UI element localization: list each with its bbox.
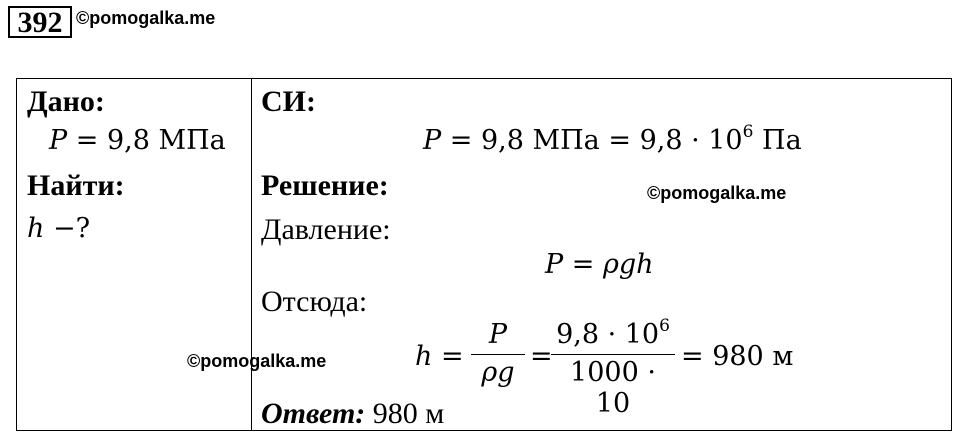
find-item <box>27 215 90 242</box>
watermark-bottom: ©pomogalka.me <box>187 351 327 371</box>
given-pressure <box>49 127 226 154</box>
answer-line <box>261 399 444 429</box>
fraction2-numerator: $9,8 \cdot 10^6$ <box>556 316 670 350</box>
solution-table <box>16 78 952 431</box>
column-divider <box>251 79 252 430</box>
answer-value: 980 м <box>365 397 445 430</box>
fraction1-numerator: P <box>488 319 508 350</box>
fraction1-denominator: ρg <box>471 354 525 388</box>
si-exponent: 6 <box>742 122 754 142</box>
result-value: = 980 м <box>681 341 794 372</box>
si-values: = 9,8 МПа = 9,8 · 10 <box>449 125 743 156</box>
si-conversion <box>423 122 802 156</box>
pressure-word: Давление: <box>261 213 391 246</box>
problem-number: 392 <box>8 6 72 38</box>
find-var: h <box>27 213 45 244</box>
watermark-middle: ©pomogalka.me <box>647 183 787 203</box>
answer-label: Ответ: <box>261 397 366 430</box>
si-var: P <box>423 125 442 156</box>
si-title: СИ: <box>261 85 316 118</box>
si-unit: Па <box>753 125 802 156</box>
solution-title: Решение: <box>261 169 389 202</box>
given-pressure-value: = 9,8 МПа <box>75 125 226 156</box>
given-pressure-var: P <box>49 125 68 156</box>
given-title: Дано: <box>27 85 105 118</box>
h-lhs: h = <box>415 341 464 372</box>
fraction-numeric <box>551 316 675 419</box>
fraction-p-over-rho-g <box>471 319 525 388</box>
pressure-formula: P = ρgh <box>545 249 654 280</box>
fraction2-denominator: 1000 · 10 <box>551 354 675 419</box>
watermark-header: ©pomogalka.me <box>76 8 216 28</box>
hence-word: Отсюда: <box>261 285 368 318</box>
equals-sign: = <box>530 341 553 372</box>
find-title: Найти: <box>27 169 125 202</box>
find-question: −? <box>44 213 91 244</box>
